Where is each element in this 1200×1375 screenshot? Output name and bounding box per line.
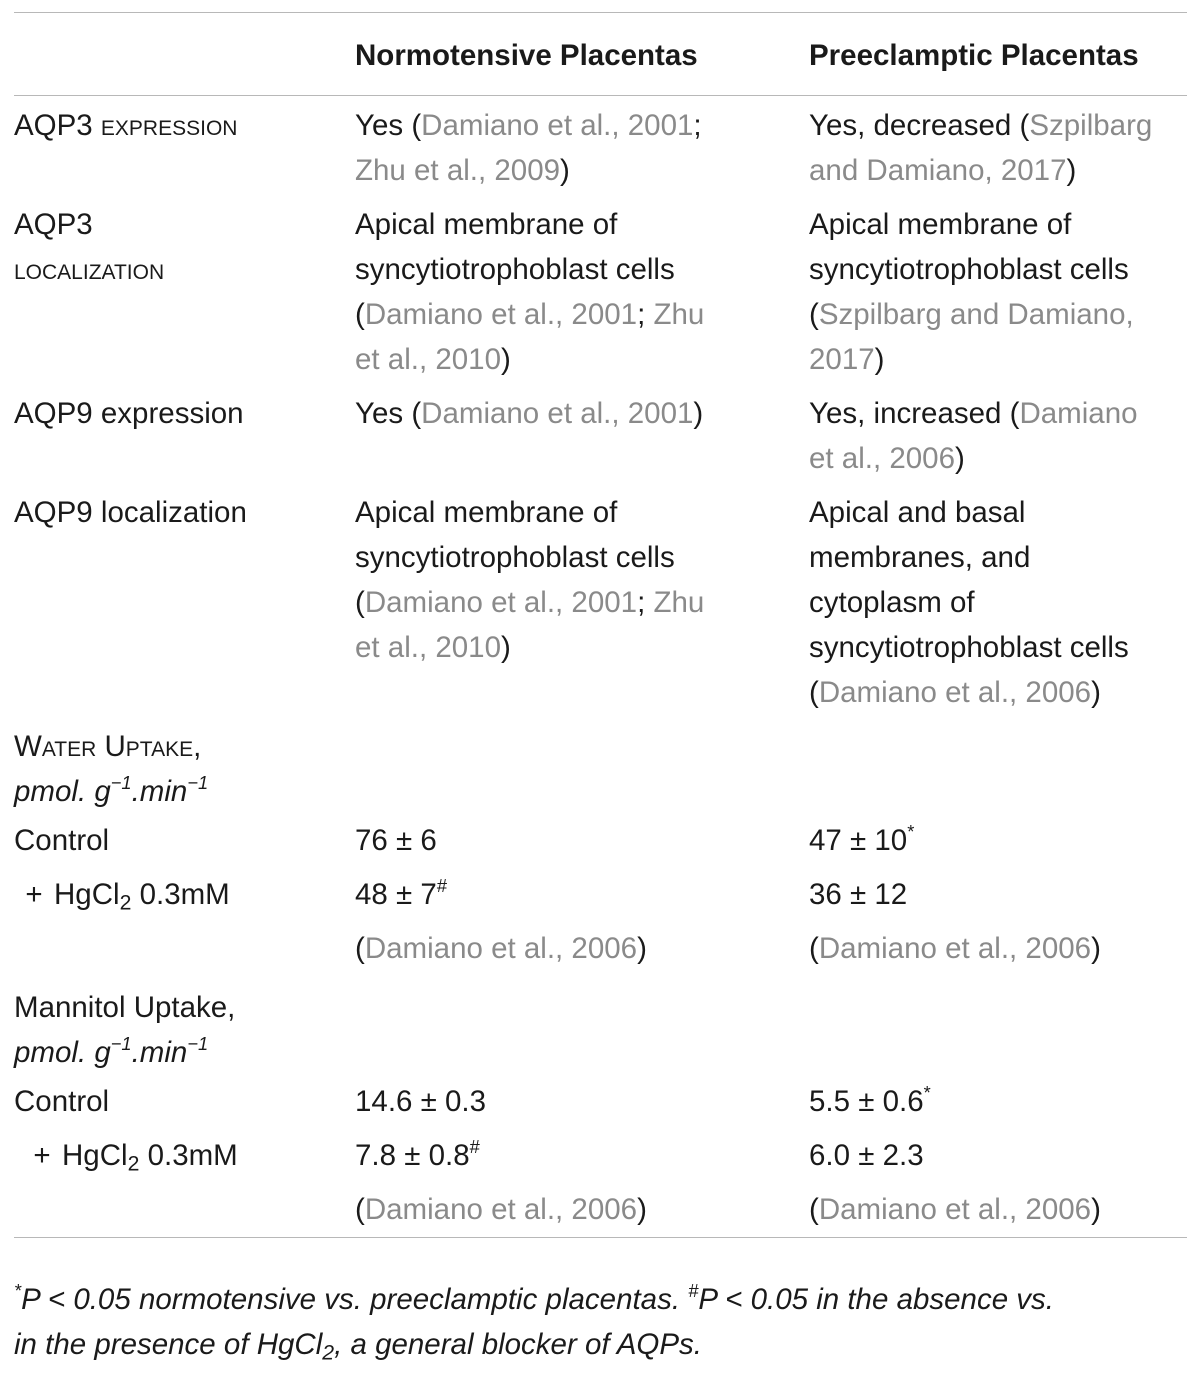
table-row-water-refs <box>14 924 1187 978</box>
table-row-water-uptake <box>14 717 1187 816</box>
cell-preeclamptic: 6.0 ± 2.3 <box>809 1139 924 1172</box>
citation: Damiano et al., 2001 <box>364 586 638 619</box>
cell-preeclamptic: (Damiano et al., 2006) <box>809 1193 1101 1226</box>
row-label: Mannitol Uptake, pmol. $g^{-1}.\min^{-1}$ <box>14 991 236 1069</box>
citation: Damiano et al., 2006 <box>364 932 638 965</box>
citation: et al., 2010 <box>355 343 501 376</box>
table-row-water-control <box>14 816 1187 870</box>
cell-normotensive: Apical membrane of syncytiotrophoblast cells (Damiano et al., 2001; Zhu et al., 2010) <box>355 208 705 376</box>
header-normotensive: Normotensive Placentas <box>355 39 698 72</box>
citation: Damiano et al., 2006 <box>818 932 1092 965</box>
row-label: Water Uptake, pmol. $g^{-1}.\min^{-1}$ <box>14 730 209 808</box>
citation: Damiano et al., 2001 <box>421 397 694 430</box>
unit-label: pmol. $g^{-1}.\min^{-1}$ <box>14 772 209 808</box>
table-row-aqp9-localization <box>14 483 1187 717</box>
data-table <box>14 12 1187 1365</box>
citation: Damiano et al., 2006 <box>818 1193 1092 1226</box>
table-row-mannitol-uptake <box>14 978 1187 1077</box>
citation: Zhu et al., 2009 <box>355 154 561 187</box>
table-row-mannitol-hgcl2 <box>14 1131 1187 1185</box>
row-label: AQP3 localization <box>14 208 165 286</box>
citation: Zhu <box>653 298 705 331</box>
cell-preeclamptic: (Damiano et al., 2006) <box>809 932 1101 965</box>
row-label: AQP9 expression <box>14 397 244 430</box>
cell-normotensive: (Damiano et al., 2006) <box>355 1193 647 1226</box>
cell-preeclamptic: Apical membrane of syncytiotrophoblast cells (Szpilbarg and Damiano, 2017) <box>809 208 1134 376</box>
citation: Zhu <box>653 586 705 619</box>
cell-preeclamptic: 5.5 ± 0.6* <box>809 1082 931 1118</box>
header-row <box>14 13 1187 95</box>
cell-normotensive: Apical membrane of syncytiotrophoblast cells (Damiano et al., 2001; Zhu et al., 2010) <box>355 496 705 664</box>
cell-preeclamptic: Yes, increased (Damiano et al., 2006) <box>809 397 1138 475</box>
cell-normotensive: (Damiano et al., 2006) <box>355 932 647 965</box>
cell-normotensive: 48 ± 7# <box>355 875 447 911</box>
citation: Damiano et al., 2001 <box>421 109 694 142</box>
citation: et al., 2010 <box>355 631 501 664</box>
bottom-rule <box>14 1237 1187 1238</box>
table-row-aqp9-expression <box>14 384 1187 483</box>
row-label: AQP9 localization <box>14 496 247 529</box>
header-preeclamptic: Preeclamptic Placentas <box>809 39 1139 72</box>
table-row-water-hgcl2 <box>14 870 1187 924</box>
citation: Damiano et al., 2001 <box>364 298 638 331</box>
cell-preeclamptic: Yes, decreased (Szpilbarg and Damiano, 2017) <box>809 109 1153 187</box>
row-label: Control <box>14 1085 110 1118</box>
row-label: Control <box>14 824 110 857</box>
cell-preeclamptic: 36 ± 12 <box>809 878 908 911</box>
cell-normotensive: 76 ± 6 <box>355 824 437 857</box>
table-row-mannitol-refs <box>14 1185 1187 1237</box>
cell-normotensive: 14.6 ± 0.3 <box>355 1085 487 1118</box>
row-label: AQP3 expression <box>14 109 238 142</box>
table-footnote: *P < 0.05 normotensive vs. preeclamptic placentas. #P < 0.05 in the absence vs. in the presence of HgCl$_2$, a general blocker of AQPs. <box>14 1280 1054 1365</box>
cell-normotensive: Yes (Damiano et al., 2001; Zhu et al., 2009) <box>355 109 702 187</box>
table-row-aqp3-expression <box>14 96 1187 195</box>
citation: et al., 2006 <box>809 442 955 475</box>
row-label: + HgCl$_2$ 0.3mM <box>33 1139 238 1176</box>
citation: Damiano et al., 2006 <box>818 676 1092 709</box>
citation: Damiano <box>1019 397 1138 430</box>
unit-label: pmol. $g^{-1}.\min^{-1}$ <box>14 1033 209 1069</box>
citation: 2017 <box>809 343 875 376</box>
cell-normotensive: Yes (Damiano et al., 2001) <box>355 397 704 430</box>
cell-preeclamptic: 47 ± 10* <box>809 821 915 857</box>
table-row-mannitol-control <box>14 1077 1187 1131</box>
row-label: + HgCl$_2$ 0.3mM <box>25 878 230 915</box>
citation: Szpilbarg and Damiano, 2017 <box>809 109 1153 187</box>
cell-normotensive: 7.8 ± 0.8# <box>355 1136 480 1172</box>
table-row-aqp3-localization <box>14 195 1187 384</box>
citation: Damiano et al., 2006 <box>364 1193 638 1226</box>
cell-preeclamptic: Apical and basal membranes, and cytoplasm of syncytiotrophoblast cells (Damiano et al., 2006) <box>809 496 1129 709</box>
citation: Szpilbarg and Damiano, <box>818 298 1134 331</box>
